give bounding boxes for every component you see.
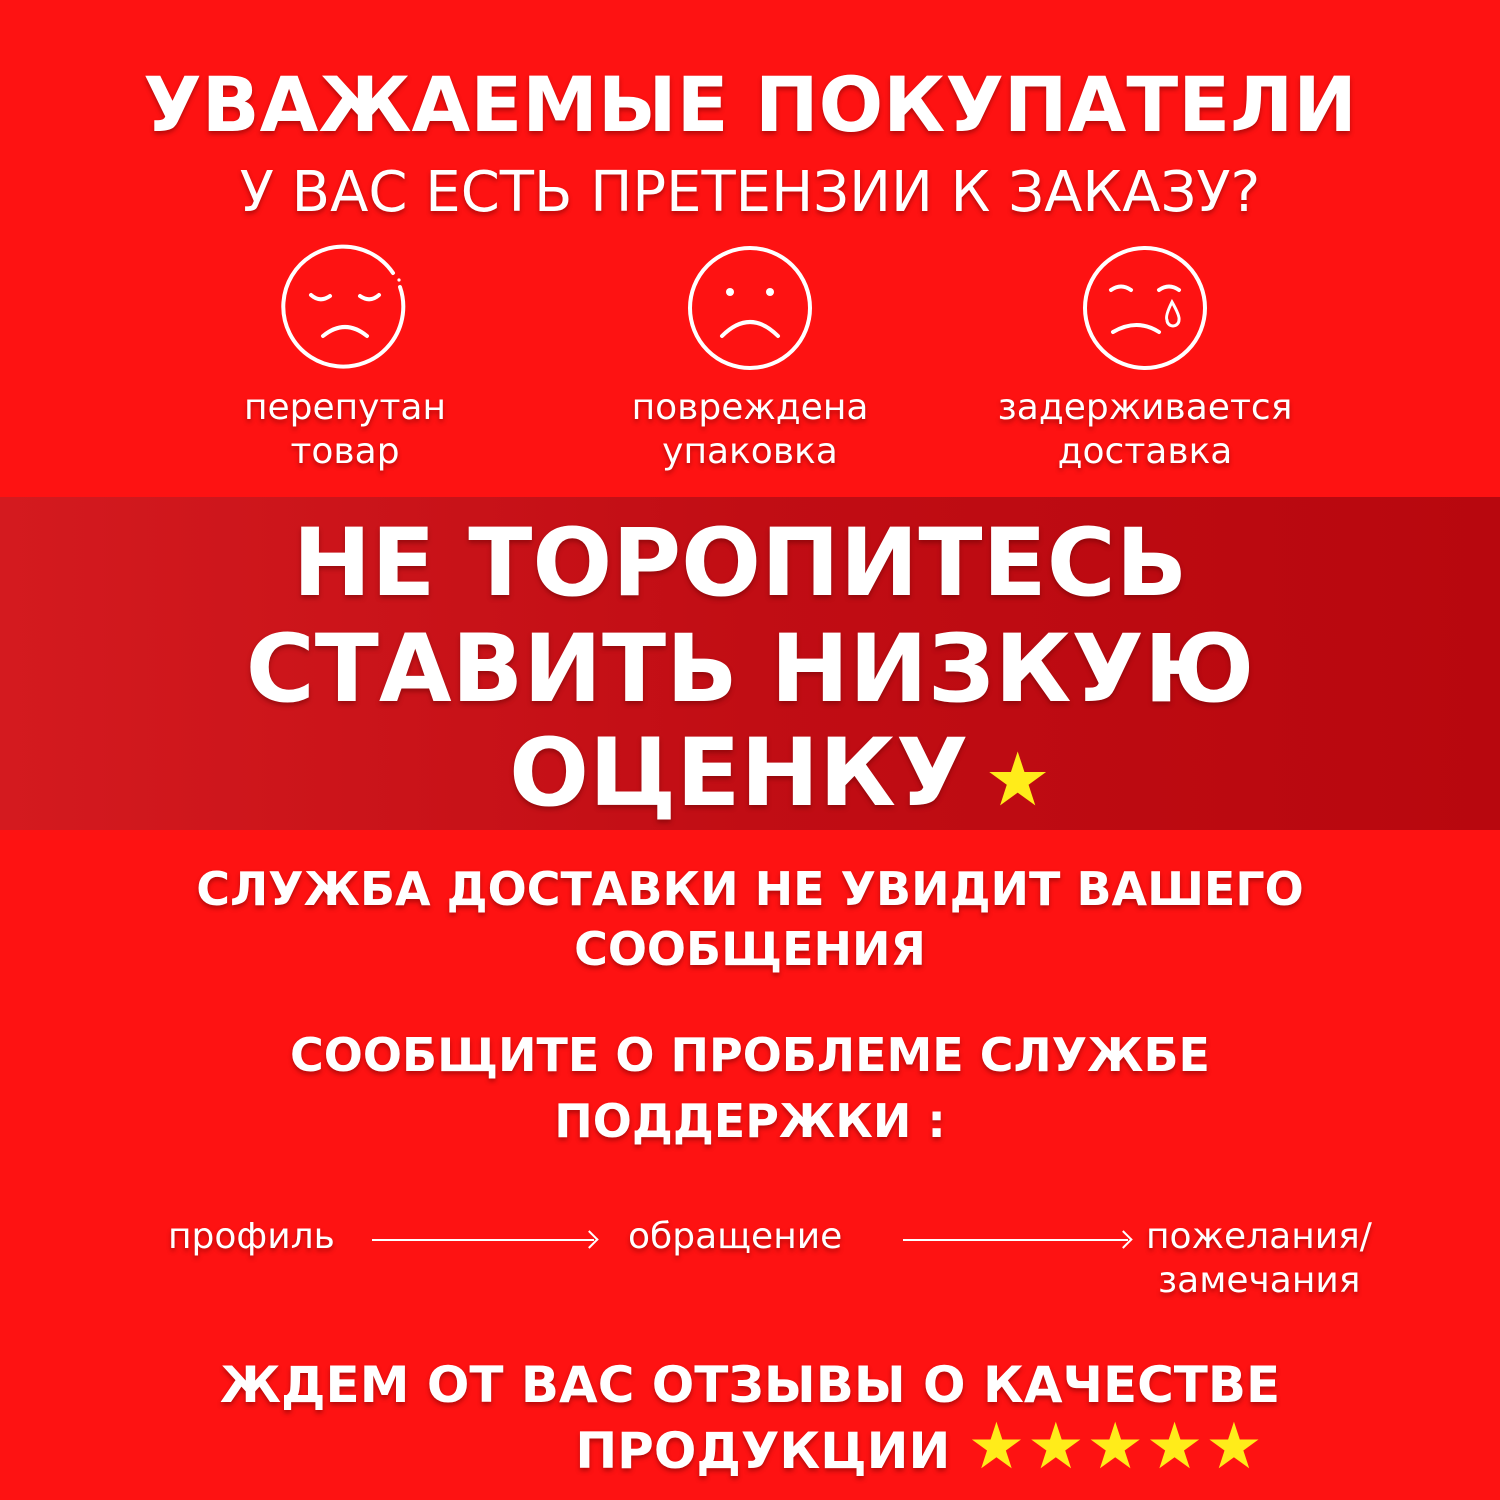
path-step-feedback: пожелания/: [1146, 1216, 1372, 1257]
arrow-right-icon: [372, 1239, 594, 1241]
arrow-right-icon: [903, 1239, 1128, 1241]
problem-caption-wrong-item: [155, 386, 535, 474]
poster-title: УВАЖАЕМЫЕ ПОКУПАТЕЛИ: [143, 60, 1357, 149]
crying-face-icon: [1077, 240, 1213, 376]
footer-line-1: ЖДЕМ ОТ ВАС ОТЗЫВЫ О КАЧЕСТВЕ: [219, 1356, 1281, 1414]
caption-line: упаковка: [662, 431, 838, 472]
notice-line-1: СЛУЖБА ДОСТАВКИ НЕ УВИДИТ ВАШЕГО: [196, 862, 1304, 916]
footer-line-2: [170, 1410, 1500, 1484]
caption-line: товар: [290, 431, 400, 472]
banner-line-1: НЕ ТОРОПИТЕСЬ: [292, 509, 1188, 618]
caption-line: повреждена: [631, 387, 869, 428]
banner-line-3: [30, 719, 1500, 835]
path-step-feedback-line-2: замечания: [1158, 1260, 1361, 1301]
instruction-line-1: СООБЩИТЕ О ПРОБЛЕМЕ СЛУЖБЕ: [290, 1028, 1210, 1082]
warning-banner: [0, 497, 1500, 830]
star-icon: ★: [984, 737, 1051, 823]
path-step-profile: профиль: [168, 1216, 335, 1257]
sad-face-closed-eyes-icon: [277, 240, 413, 376]
sad-face-icon: [682, 240, 818, 376]
five-star-rating-icon: ★★★★★: [967, 1410, 1265, 1484]
banner-line-2: СТАВИТЬ НИЗКУЮ: [245, 615, 1255, 724]
footer-product-word: ПРОДУКЦИИ: [575, 1422, 951, 1480]
caption-line: задерживается: [997, 387, 1293, 428]
caption-line: доставка: [1057, 431, 1233, 472]
caption-line: перепутан: [243, 387, 447, 428]
instruction-line-2: ПОДДЕРЖКИ :: [554, 1094, 946, 1148]
problem-caption-damaged-package: [560, 386, 940, 474]
banner-rating-word: ОЦЕНКУ: [509, 719, 969, 828]
poster-subtitle: У ВАС ЕСТЬ ПРЕТЕНЗИИ К ЗАКАЗУ?: [239, 160, 1261, 225]
notice-line-2: СООБЩЕНИЯ: [574, 922, 926, 976]
problem-caption-delayed-delivery: [955, 386, 1335, 474]
path-step-request: обращение: [628, 1216, 843, 1257]
